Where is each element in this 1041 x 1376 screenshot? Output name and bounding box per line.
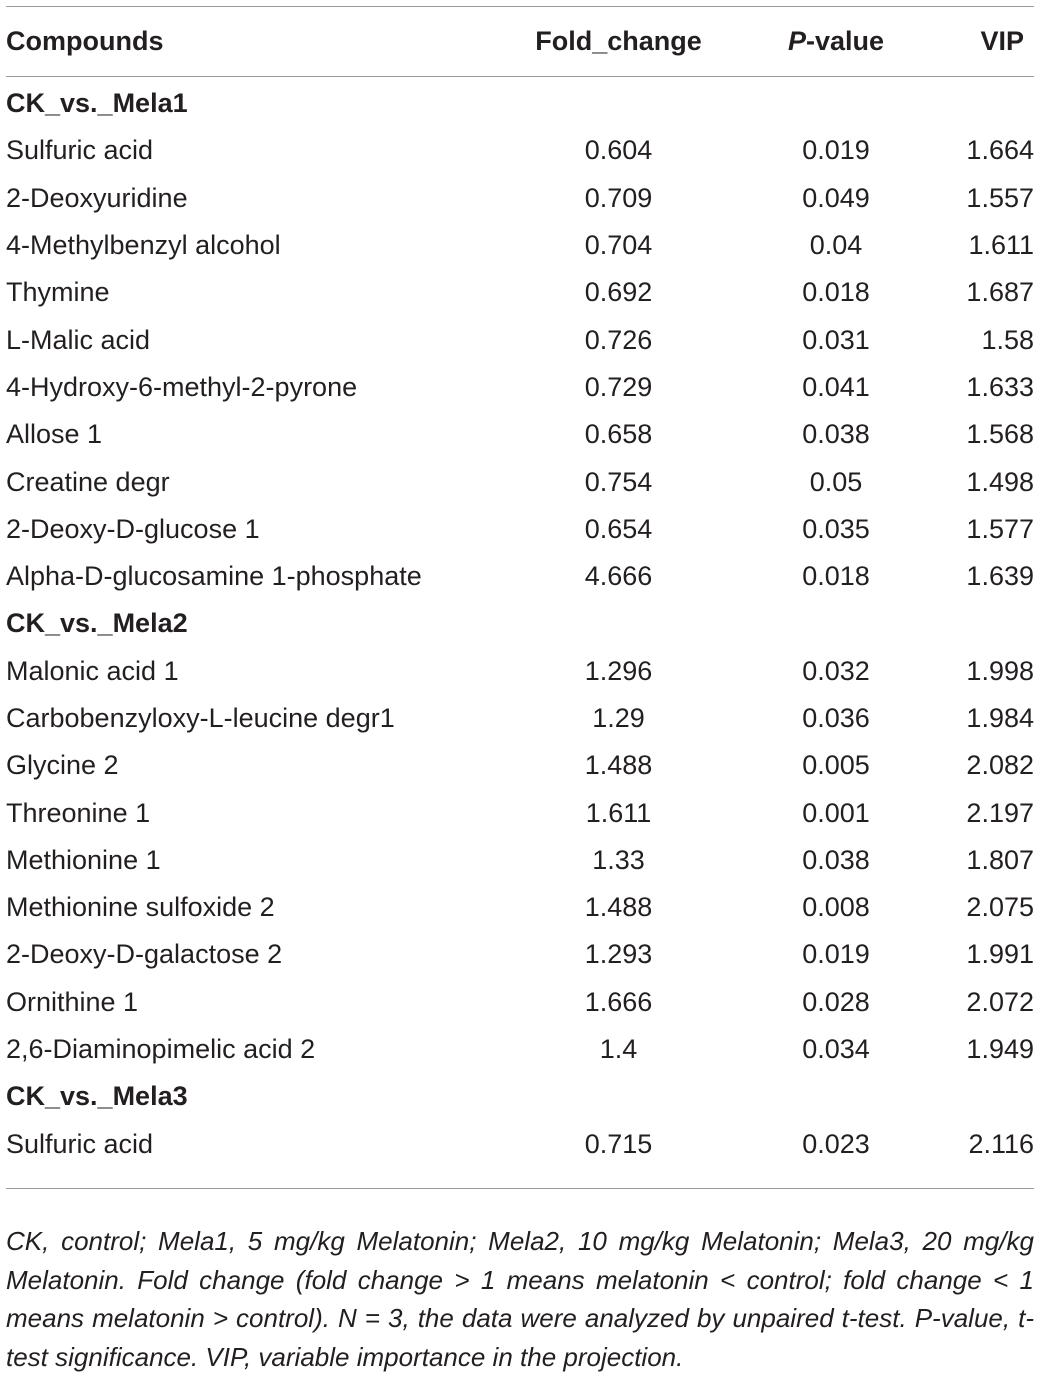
- compound-cell: 2,6-Diaminopimelic acid 2: [6, 1034, 316, 1065]
- table-row: [6, 648, 1034, 695]
- compound-cell: Malonic acid 1: [6, 655, 179, 686]
- header-compounds: Compounds: [6, 25, 164, 56]
- vip-cell: 2.116: [968, 1128, 1034, 1159]
- p-value-cell: 0.019: [802, 135, 870, 166]
- table-row: [6, 789, 1034, 836]
- table-row: [6, 837, 1034, 884]
- compound-cell: Creatine degr: [6, 466, 170, 497]
- p-value-cell: 0.035: [802, 513, 870, 544]
- vip-cell: 1.949: [966, 1034, 1034, 1065]
- p-value-cell: 0.034: [802, 1034, 870, 1065]
- header-p-value-suffix: -value: [805, 25, 885, 56]
- table-header-row: [6, 6, 1034, 76]
- compound-cell: 4-Hydroxy-6-methyl-2-pyrone: [6, 371, 358, 402]
- vip-cell: 1.639: [966, 561, 1034, 592]
- p-value-cell: 0.04: [809, 230, 863, 261]
- group-label: CK_vs._Mela1: [6, 88, 188, 119]
- fold-change-cell: 0.754: [584, 466, 653, 497]
- p-value-cell: 0.018: [802, 277, 870, 308]
- fold-change-cell: 1.29: [592, 703, 645, 733]
- p-value-cell: 0.031: [802, 324, 870, 355]
- vip-cell: 1.664: [966, 135, 1034, 166]
- compound-cell: Threonine 1: [6, 797, 151, 828]
- fold-change-cell: 1.33: [592, 844, 645, 875]
- fold-change-cell: 1.666: [584, 986, 653, 1017]
- compound-cell: Glycine 2: [6, 750, 119, 781]
- p-value-cell: 0.049: [802, 182, 870, 213]
- table-footnote: CK, control; Mela1, 5 mg/kg Melatonin; Mela2, 10 mg/kg Melatonin; Mela3, 20 mg/kg Melatonin. Fold change (fold change > 1 means melatonin < control; fold change < 1 means melatonin > control). N = 3, the data were analyzed by unpaired t-test. P-value, t-test significance. VIP, variable importance in the projection.: [6, 1226, 1034, 1372]
- p-value-cell: 0.036: [802, 703, 870, 733]
- vip-cell: 1.687: [966, 277, 1034, 308]
- table-row: [6, 742, 1034, 789]
- header-p-value: [721, 6, 951, 76]
- vip-cell: 1.568: [966, 419, 1034, 450]
- fold-change-cell: 0.726: [584, 324, 653, 355]
- p-value-cell: 0.05: [809, 466, 863, 497]
- vip-cell: 1.984: [966, 703, 1034, 733]
- compound-cell: L-Malic acid: [6, 324, 151, 355]
- table-row: [6, 364, 1034, 411]
- vip-cell: 1.498: [966, 466, 1034, 497]
- compound-cell: Sulfuric acid: [6, 135, 154, 166]
- vip-cell: 1.611: [968, 230, 1034, 261]
- table-row: [6, 222, 1034, 269]
- fold-change-cell: 0.654: [584, 513, 653, 544]
- p-value-cell: 0.041: [802, 371, 870, 402]
- p-value-cell: 0.019: [802, 939, 870, 970]
- table-row: [6, 411, 1034, 458]
- fold-change-cell: 0.729: [584, 371, 653, 402]
- p-value-cell: 0.028: [802, 986, 870, 1017]
- vip-cell: 2.075: [966, 892, 1034, 923]
- compound-cell: Allose 1: [6, 419, 103, 450]
- compound-cell: Sulfuric acid: [6, 1128, 154, 1159]
- header-fold-change: Fold_change: [535, 25, 702, 56]
- group-label: CK_vs._Mela3: [6, 1081, 188, 1112]
- vip-cell: 1.991: [966, 939, 1034, 970]
- table-row: [6, 269, 1034, 316]
- fold-change-cell: 0.604: [584, 135, 653, 166]
- compound-cell: Alpha-D-glucosamine 1-phosphate: [6, 561, 422, 592]
- fold-change-cell: 1.296: [584, 655, 653, 686]
- compound-cell: 2-Deoxyuridine: [6, 182, 188, 213]
- compound-cell: Thymine: [6, 277, 110, 308]
- fold-change-cell: 1.293: [584, 939, 653, 970]
- table-row: [6, 884, 1034, 931]
- compounds-table: [6, 6, 1034, 1168]
- header-p-value-italic: P: [787, 25, 806, 56]
- vip-cell: 2.082: [966, 750, 1034, 781]
- p-value-cell: 0.005: [802, 750, 870, 781]
- table-row: [6, 1026, 1034, 1073]
- fold-change-cell: 1.488: [584, 750, 653, 781]
- table-bottom-rule: [6, 1188, 1034, 1189]
- group-row: [6, 1073, 1034, 1120]
- vip-cell: 1.998: [966, 655, 1034, 686]
- vip-cell: 1.557: [966, 182, 1034, 213]
- table-row: [6, 458, 1034, 505]
- compound-cell: Carbobenzyloxy-L-leucine degr1: [6, 703, 395, 733]
- group-row: [6, 76, 1034, 127]
- fold-change-cell: 0.658: [584, 419, 653, 450]
- table-row: [6, 553, 1034, 600]
- vip-cell: 1.58: [981, 324, 1034, 355]
- compound-cell: Methionine 1: [6, 844, 161, 875]
- table-row: [6, 931, 1034, 978]
- table-body: [6, 76, 1034, 1168]
- p-value-cell: 0.038: [802, 844, 870, 875]
- fold-change-cell: 1.611: [585, 797, 652, 828]
- vip-cell: 2.197: [966, 797, 1034, 828]
- p-value-cell: 0.038: [802, 419, 870, 450]
- compound-cell: 4-Methylbenzyl alcohol: [6, 230, 281, 261]
- table-row: [6, 127, 1034, 174]
- vip-cell: 2.072: [966, 986, 1034, 1017]
- fold-change-cell: 1.488: [584, 892, 653, 923]
- table-row: [6, 979, 1034, 1026]
- compound-cell: Methionine sulfoxide 2: [6, 892, 275, 923]
- p-value-cell: 0.018: [802, 561, 870, 592]
- table-row: [6, 316, 1034, 363]
- vip-cell: 1.807: [966, 844, 1034, 875]
- compound-cell: 2-Deoxy-D-glucose 1: [6, 513, 260, 544]
- p-value-cell: 0.008: [802, 892, 870, 923]
- group-row: [6, 600, 1034, 647]
- table-row: [6, 1121, 1034, 1168]
- compound-cell: Ornithine 1: [6, 986, 139, 1017]
- fold-change-cell: 0.715: [584, 1128, 653, 1159]
- table-row: [6, 175, 1034, 222]
- compound-cell: 2-Deoxy-D-galactose 2: [6, 939, 283, 970]
- fold-change-cell: 4.666: [584, 561, 653, 592]
- header-vip: VIP: [980, 25, 1024, 56]
- fold-change-cell: 1.4: [599, 1034, 638, 1065]
- p-value-cell: 0.001: [802, 797, 870, 828]
- fold-change-cell: 0.704: [584, 230, 653, 261]
- fold-change-cell: 0.709: [584, 182, 653, 213]
- p-value-cell: 0.032: [802, 655, 870, 686]
- table-row: [6, 506, 1034, 553]
- vip-cell: 1.577: [966, 513, 1034, 544]
- p-value-cell: 0.023: [802, 1128, 870, 1159]
- group-label: CK_vs._Mela2: [6, 608, 188, 639]
- fold-change-cell: 0.692: [584, 277, 653, 308]
- table-row: [6, 695, 1034, 742]
- vip-cell: 1.633: [966, 371, 1034, 402]
